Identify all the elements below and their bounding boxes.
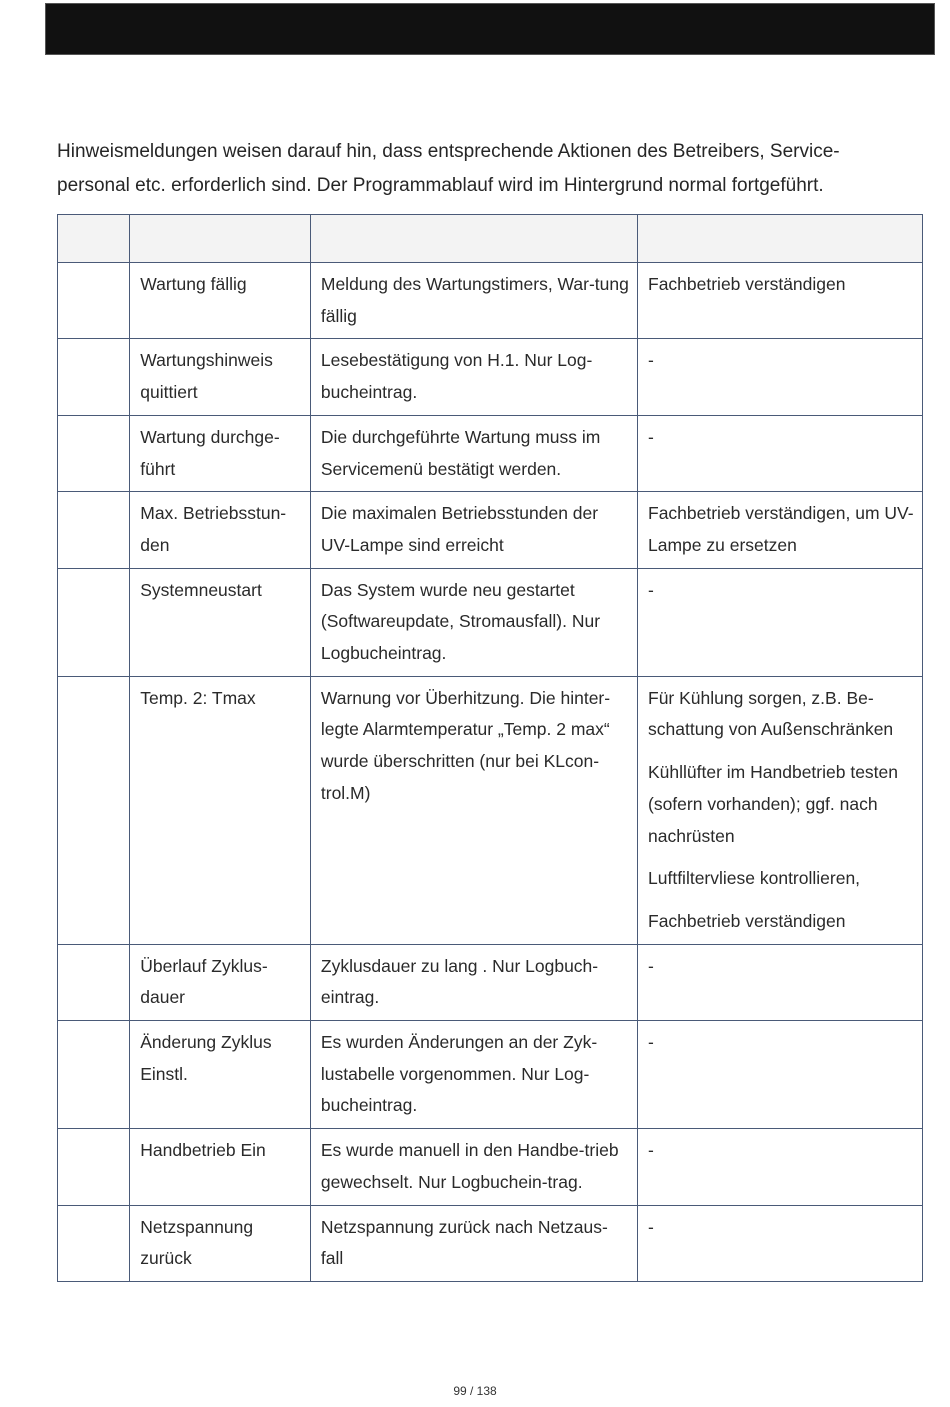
action-line: Luftfiltervliese kontrollieren, bbox=[648, 868, 861, 889]
action-line: - bbox=[648, 350, 654, 371]
intro-paragraph bbox=[57, 135, 927, 203]
header-bar bbox=[45, 3, 935, 55]
cell-name: Netzspannung zurück bbox=[130, 1205, 311, 1281]
cell-code bbox=[58, 1021, 130, 1129]
cell-name: Systemneustart bbox=[130, 568, 311, 676]
cell-name: Überlauf Zyklus-dauer bbox=[130, 944, 311, 1020]
cell-action bbox=[638, 944, 923, 1020]
cell-action bbox=[638, 1205, 923, 1281]
table-row bbox=[58, 263, 923, 339]
cell-description: Zyklusdauer zu lang . Nur Logbuch-eintrag. bbox=[310, 944, 637, 1020]
table-header-row bbox=[58, 215, 923, 263]
cell-code bbox=[58, 492, 130, 568]
cell-description: Lesebestätigung von H.1. Nur Log-bucheintrag. bbox=[310, 339, 637, 415]
header-action bbox=[638, 215, 923, 263]
table-body bbox=[58, 263, 923, 1282]
cell-code bbox=[58, 1129, 130, 1205]
action-line: - bbox=[648, 1032, 654, 1053]
cell-description: Meldung des Wartungstimers, War-tung fällig bbox=[310, 263, 637, 339]
cell-code bbox=[58, 944, 130, 1020]
cell-code bbox=[58, 415, 130, 491]
cell-name: Wartung durchge-führt bbox=[130, 415, 311, 491]
cell-action bbox=[638, 415, 923, 491]
cell-name: Max. Betriebsstun-den bbox=[130, 492, 311, 568]
cell-action bbox=[638, 1129, 923, 1205]
cell-code bbox=[58, 568, 130, 676]
cell-action bbox=[638, 568, 923, 676]
table-row bbox=[58, 1205, 923, 1281]
cell-description: Es wurde manuell in den Handbe-trieb gewechselt. Nur Logbuchein-trag. bbox=[310, 1129, 637, 1205]
cell-action bbox=[638, 676, 923, 944]
cell-code bbox=[58, 263, 130, 339]
header-name bbox=[130, 215, 311, 263]
cell-code bbox=[58, 1205, 130, 1281]
cell-action bbox=[638, 492, 923, 568]
table-row bbox=[58, 492, 923, 568]
cell-action bbox=[638, 263, 923, 339]
table-row bbox=[58, 415, 923, 491]
cell-name: Änderung Zyklus Einstl. bbox=[130, 1021, 311, 1129]
table-row bbox=[58, 1021, 923, 1129]
intro-line-1: Hinweismeldungen weisen darauf hin, dass entsprechende Aktionen des Betreibers, Service- bbox=[57, 141, 840, 162]
header-description bbox=[310, 215, 637, 263]
table-row bbox=[58, 339, 923, 415]
action-line: Fachbetrieb verständigen bbox=[648, 274, 846, 294]
message-table bbox=[57, 214, 923, 1282]
table-row bbox=[58, 676, 923, 944]
intro-line-2: personal etc. erforderlich sind. Der Programmablauf wird im Hintergrund normal fortgeführt. bbox=[57, 175, 824, 196]
cell-description: Die durchgeführte Wartung muss im Servicemenü bestätigt werden. bbox=[310, 415, 637, 491]
cell-name: Wartungshinweis quittiert bbox=[130, 339, 311, 415]
cell-action bbox=[638, 1021, 923, 1129]
cell-code bbox=[58, 676, 130, 944]
cell-name: Wartung fällig bbox=[130, 263, 311, 339]
action-line: Fachbetrieb verständigen bbox=[648, 910, 846, 931]
cell-name: Handbetrieb Ein bbox=[130, 1129, 311, 1205]
action-line: Fachbetrieb verständigen, um UV-Lampe zu ersetzen bbox=[648, 503, 914, 555]
action-line: - bbox=[648, 1216, 654, 1237]
cell-code bbox=[58, 339, 130, 415]
cell-description: Warnung vor Überhitzung. Die hinter-legte Alarmtemperatur „Temp. 2 max“ wurde überschritten (nur bei KLcon-trol.M) bbox=[310, 676, 637, 944]
cell-description: Netzspannung zurück nach Netzaus-fall bbox=[310, 1205, 637, 1281]
action-line: - bbox=[648, 426, 654, 447]
page-number: 99 / 138 bbox=[453, 1384, 497, 1398]
action-line: - bbox=[648, 955, 654, 976]
header-code bbox=[58, 215, 130, 263]
table-row bbox=[58, 944, 923, 1020]
cell-action bbox=[638, 339, 923, 415]
table-row bbox=[58, 1129, 923, 1205]
cell-name: Temp. 2: Tmax bbox=[130, 676, 311, 944]
action-line: - bbox=[648, 1140, 654, 1161]
cell-description: Die maximalen Betriebsstunden der UV-Lampe sind erreicht bbox=[310, 492, 637, 568]
cell-description: Es wurden Änderungen an der Zyk-lustabelle vorgenommen. Nur Log-bucheintrag. bbox=[310, 1021, 637, 1129]
action-line: - bbox=[648, 579, 654, 600]
action-line: Kühllüfter im Handbetrieb testen (sofern vorhanden); ggf. nach nachrüsten bbox=[648, 762, 898, 846]
table-row bbox=[58, 568, 923, 676]
action-line: Für Kühlung sorgen, z.B. Be-schattung von Außenschränken bbox=[648, 687, 894, 740]
cell-description: Das System wurde neu gestartet (Softwareupdate, Stromausfall). Nur Logbucheintrag. bbox=[310, 568, 637, 676]
